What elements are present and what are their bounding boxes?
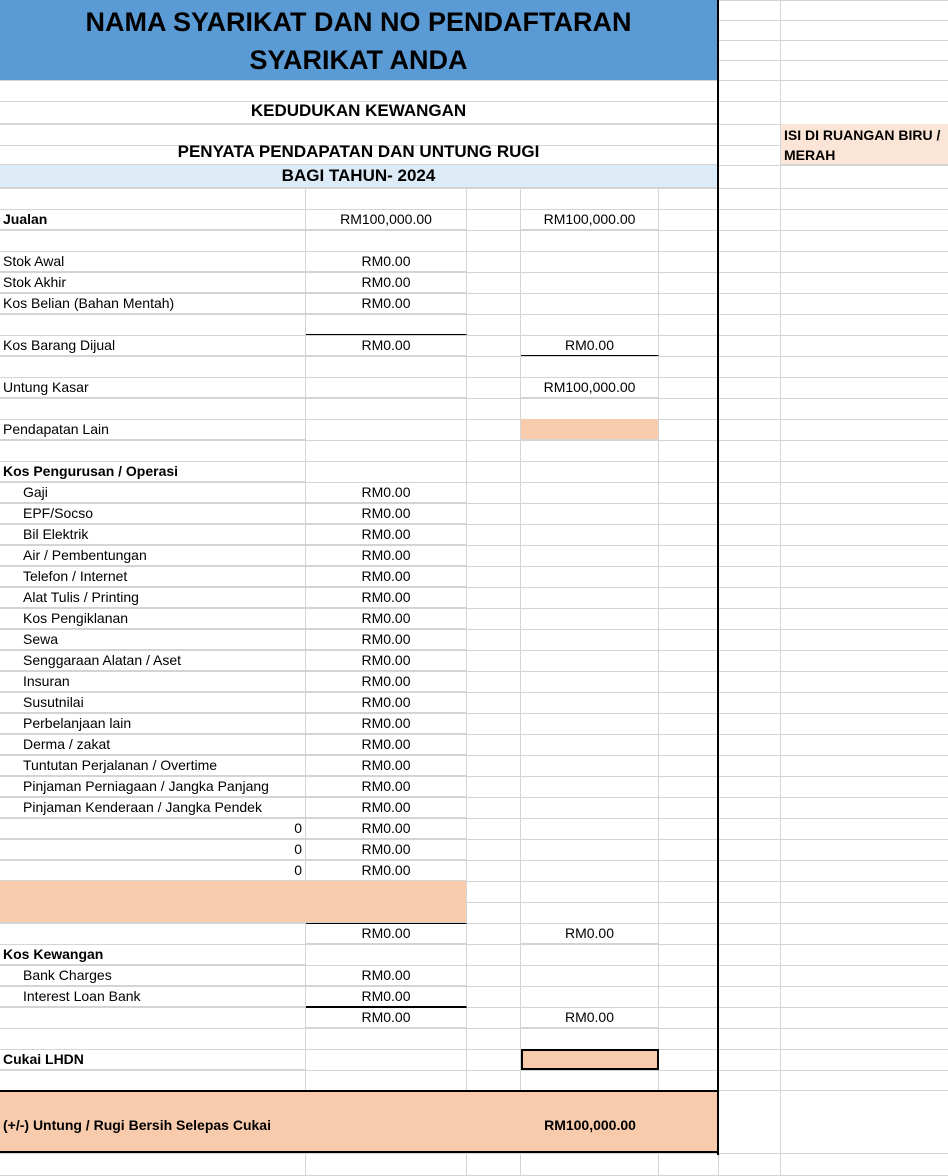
extra-expense-row: [0, 839, 948, 860]
row-jualan: [0, 209, 948, 230]
finance-label[interactable]: Bank Charges: [0, 965, 306, 986]
label-pendapatan-lain[interactable]: Pendapatan Lain: [0, 419, 306, 440]
expense-label[interactable]: Susutnilai: [0, 692, 306, 713]
expense-row: [0, 692, 948, 713]
expense-label[interactable]: Air / Pembentungan: [0, 545, 306, 566]
value-jualan-d[interactable]: RM100,000.00: [521, 209, 659, 230]
label-jualan[interactable]: Jualan: [0, 209, 306, 230]
expense-value[interactable]: RM0.00: [306, 524, 467, 545]
expense-value[interactable]: RM0.00: [306, 713, 467, 734]
expense-row: [0, 629, 948, 650]
row-cukai: [0, 1049, 948, 1070]
row-blank-underline: [0, 314, 948, 335]
extra-expense-zero[interactable]: 0: [0, 860, 306, 881]
expense-value[interactable]: RM0.00: [306, 482, 467, 503]
expense-label[interactable]: Perbelanjaan lain: [0, 713, 306, 734]
expense-value[interactable]: RM0.00: [306, 797, 467, 818]
row-kos-belian: [0, 293, 948, 314]
expense-label[interactable]: Gaji: [0, 482, 306, 503]
value-stok-akhir[interactable]: RM0.00: [306, 272, 467, 293]
row-kos-barang: [0, 335, 948, 356]
expense-row: [0, 587, 948, 608]
company-title-line2: SYARIKAT ANDA: [249, 45, 468, 75]
expense-label[interactable]: Pinjaman Kenderaan / Jangka Pendek: [0, 797, 306, 818]
expense-value[interactable]: RM0.00: [306, 734, 467, 755]
extra-expense-row: [0, 860, 948, 881]
row-kos-kewangan: [0, 944, 948, 965]
value-jualan-b[interactable]: RM100,000.00: [306, 209, 467, 230]
expense-value[interactable]: RM0.00: [306, 755, 467, 776]
expense-label[interactable]: Derma / zakat: [0, 734, 306, 755]
finance-row: [0, 965, 948, 986]
final-result-row[interactable]: [0, 1090, 719, 1153]
expense-value[interactable]: RM0.00: [306, 650, 467, 671]
expense-row: [0, 482, 948, 503]
extra-expense-zero[interactable]: 0: [0, 839, 306, 860]
label-stok-awal[interactable]: Stok Awal: [0, 251, 306, 272]
finance-label[interactable]: Interest Loan Bank: [0, 986, 306, 1007]
value-kos-belian[interactable]: RM0.00: [306, 293, 467, 314]
expense-value[interactable]: RM0.00: [306, 503, 467, 524]
expense-value[interactable]: RM0.00: [306, 629, 467, 650]
expense-row: [0, 545, 948, 566]
expense-label[interactable]: Insuran: [0, 671, 306, 692]
value-kos-barang-b[interactable]: RM0.00: [306, 335, 467, 356]
extra-expense-row: [0, 818, 948, 839]
period-title[interactable]: BAGI TAHUN- 2024: [0, 165, 719, 188]
extra-expense-value[interactable]: RM0.00: [306, 839, 467, 860]
label-cukai[interactable]: Cukai LHDN: [0, 1049, 306, 1070]
input-block-extra[interactable]: [0, 881, 467, 923]
underline-cell[interactable]: [306, 314, 467, 335]
input-cukai[interactable]: [521, 1049, 659, 1070]
final-result-value: RM100,000.00: [544, 1117, 636, 1133]
expense-label[interactable]: Pinjaman Perniagaan / Jangka Panjang: [0, 776, 306, 797]
expense-row: [0, 713, 948, 734]
expense-label[interactable]: Tuntutan Perjalanan / Overtime: [0, 755, 306, 776]
label-untung-kasar[interactable]: Untung Kasar: [0, 377, 467, 398]
expense-row: [0, 524, 948, 545]
value-kos-barang-d[interactable]: RM0.00: [521, 335, 659, 356]
expense-row: [0, 608, 948, 629]
instruction-note[interactable]: ISI DI RUANGAN BIRU / MERAH: [781, 124, 948, 165]
expense-label[interactable]: Senggaraan Alatan / Aset: [0, 650, 306, 671]
print-area-border: [717, 0, 719, 1155]
value-stok-awal[interactable]: RM0.00: [306, 251, 467, 272]
row-kos-pengurusan-total: [0, 923, 948, 944]
extra-expense-value[interactable]: RM0.00: [306, 860, 467, 881]
total-kos-kewangan-d[interactable]: RM0.00: [521, 1007, 659, 1028]
expense-label[interactable]: Sewa: [0, 629, 306, 650]
company-title[interactable]: [0, 0, 719, 80]
input-pendapatan-lain[interactable]: [521, 419, 659, 440]
row-untung-kasar: [0, 377, 948, 398]
label-kos-barang[interactable]: Kos Barang Dijual: [0, 335, 306, 356]
section-title[interactable]: KEDUDUKAN KEWANGAN: [0, 80, 719, 124]
label-kos-pengurusan[interactable]: Kos Pengurusan / Operasi: [0, 461, 306, 482]
finance-value[interactable]: RM0.00: [306, 965, 467, 986]
expense-row: [0, 671, 948, 692]
expense-value[interactable]: RM0.00: [306, 692, 467, 713]
expense-label[interactable]: EPF/Socso: [0, 503, 306, 524]
expense-label[interactable]: Telefon / Internet: [0, 566, 306, 587]
extra-expense-value[interactable]: RM0.00: [306, 818, 467, 839]
expense-row: [0, 755, 948, 776]
row-peach-block: [0, 881, 948, 923]
total-kos-kewangan-b[interactable]: RM0.00: [306, 1007, 467, 1028]
value-untung-kasar[interactable]: RM100,000.00: [521, 377, 659, 398]
expense-value[interactable]: RM0.00: [306, 608, 467, 629]
expense-value[interactable]: RM0.00: [306, 776, 467, 797]
row-kos-kewangan-total: [0, 1007, 948, 1028]
row-kos-pengurusan: [0, 461, 948, 482]
expense-value[interactable]: RM0.00: [306, 587, 467, 608]
total-kos-pengurusan-d[interactable]: RM0.00: [521, 923, 659, 944]
expense-value[interactable]: RM0.00: [306, 671, 467, 692]
row-pendapatan-lain: [0, 419, 948, 440]
expense-label[interactable]: Alat Tulis / Printing: [0, 587, 306, 608]
expense-value[interactable]: RM0.00: [306, 566, 467, 587]
expense-row: [0, 503, 948, 524]
expense-label[interactable]: Bil Elektrik: [0, 524, 306, 545]
statement-title[interactable]: PENYATA PENDAPATAN DAN UNTUNG RUGI: [0, 124, 719, 165]
expense-row: [0, 797, 948, 818]
finance-row: [0, 986, 948, 1007]
finance-value[interactable]: RM0.00: [306, 986, 467, 1007]
label-kos-belian[interactable]: Kos Belian (Bahan Mentah): [0, 293, 306, 314]
label-kos-kewangan[interactable]: Kos Kewangan: [0, 944, 306, 965]
extra-expense-zero[interactable]: 0: [0, 818, 306, 839]
row-stok-awal: [0, 251, 948, 272]
company-title-line1: NAMA SYARIKAT DAN NO PENDAFTARAN: [85, 7, 632, 37]
expense-row: [0, 650, 948, 671]
final-result-label: (+/-) Untung / Rugi Bersih Selepas Cukai: [3, 1117, 271, 1133]
expense-label[interactable]: Kos Pengiklanan: [0, 608, 306, 629]
label-stok-akhir[interactable]: Stok Akhir: [0, 272, 306, 293]
expense-row: [0, 776, 948, 797]
expense-row: [0, 566, 948, 587]
expense-value[interactable]: RM0.00: [306, 545, 467, 566]
row-stok-akhir: [0, 272, 948, 293]
total-kos-pengurusan-b[interactable]: RM0.00: [306, 923, 467, 944]
expense-row: [0, 734, 948, 755]
